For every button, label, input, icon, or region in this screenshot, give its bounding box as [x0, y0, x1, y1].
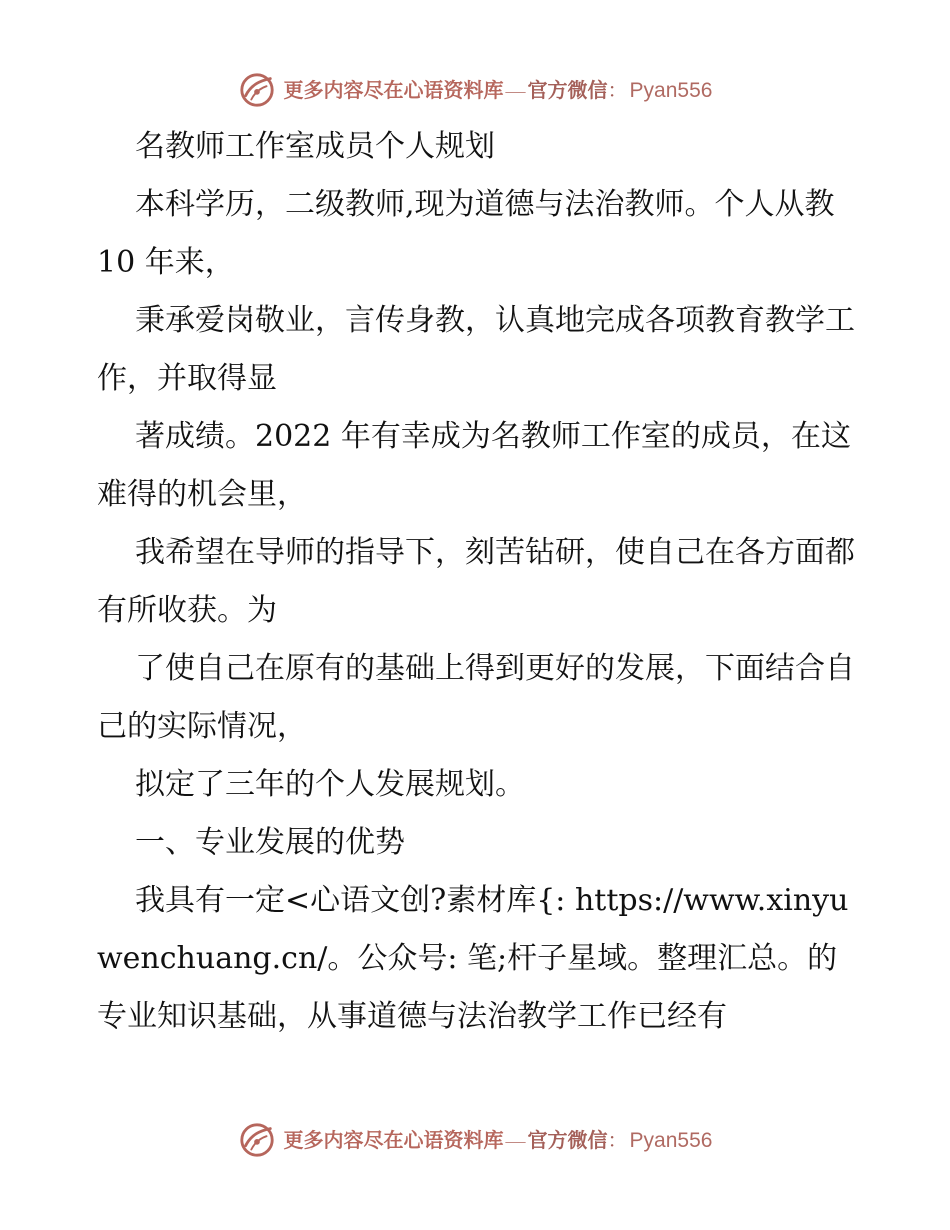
watermark-id: Pyan556: [629, 78, 713, 102]
watermark-header-text: [284, 80, 713, 101]
document-body: [97, 118, 857, 1046]
watermark-id: Pyan556: [629, 1128, 713, 1152]
paragraph-3: 著成绩。2022 年有幸成为名教师工作室的成员，在这难得的机会里，: [97, 419, 851, 512]
paragraph-2: 秉承爱岗敬业，言传身教，认真地完成各项教育教学工作，并取得显: [97, 303, 855, 396]
brand-seal-icon: [238, 71, 276, 109]
paragraph-4: 我希望在导师的指导下，刻苦钻研，使自己在各方面都有所收获。为: [97, 535, 855, 628]
paragraph-6: 拟定了三年的个人发展规划。: [135, 767, 525, 802]
watermark-label: 官方微信: [527, 1129, 608, 1152]
watermark-main-text: 更多内容尽在心语资料库: [283, 79, 504, 102]
brand-seal-icon: [238, 1121, 276, 1159]
watermark-dash: —: [505, 79, 526, 102]
paragraph-7: 我具有一定<心语文创?素材库{: https://www.xinyuwenchuang.cn/。公众号: 笔;杆子星域。整理汇总。的专业知识基础，从事道德与法治教学工作已经有: [97, 883, 849, 1034]
watermark-footer: [0, 1118, 950, 1162]
watermark-colon: ：: [607, 79, 628, 102]
document-title: 名教师工作室成员个人规划: [135, 129, 495, 164]
section-heading-1: 一、专业发展的优势: [135, 825, 405, 860]
watermark-label: 官方微信: [527, 79, 608, 102]
paragraph-5: 了使自己在原有的基础上得到更好的发展，下面结合自己的实际情况，: [97, 651, 855, 744]
watermark-header: [0, 68, 950, 112]
watermark-colon: ：: [607, 1129, 628, 1152]
watermark-dash: —: [505, 1129, 526, 1152]
paragraph-1: 本科学历，二级教师,现为道德与法治教师。个人从教 10 年来，: [97, 187, 835, 280]
watermark-footer-text: [284, 1130, 713, 1151]
watermark-main-text: 更多内容尽在心语资料库: [283, 1129, 504, 1152]
